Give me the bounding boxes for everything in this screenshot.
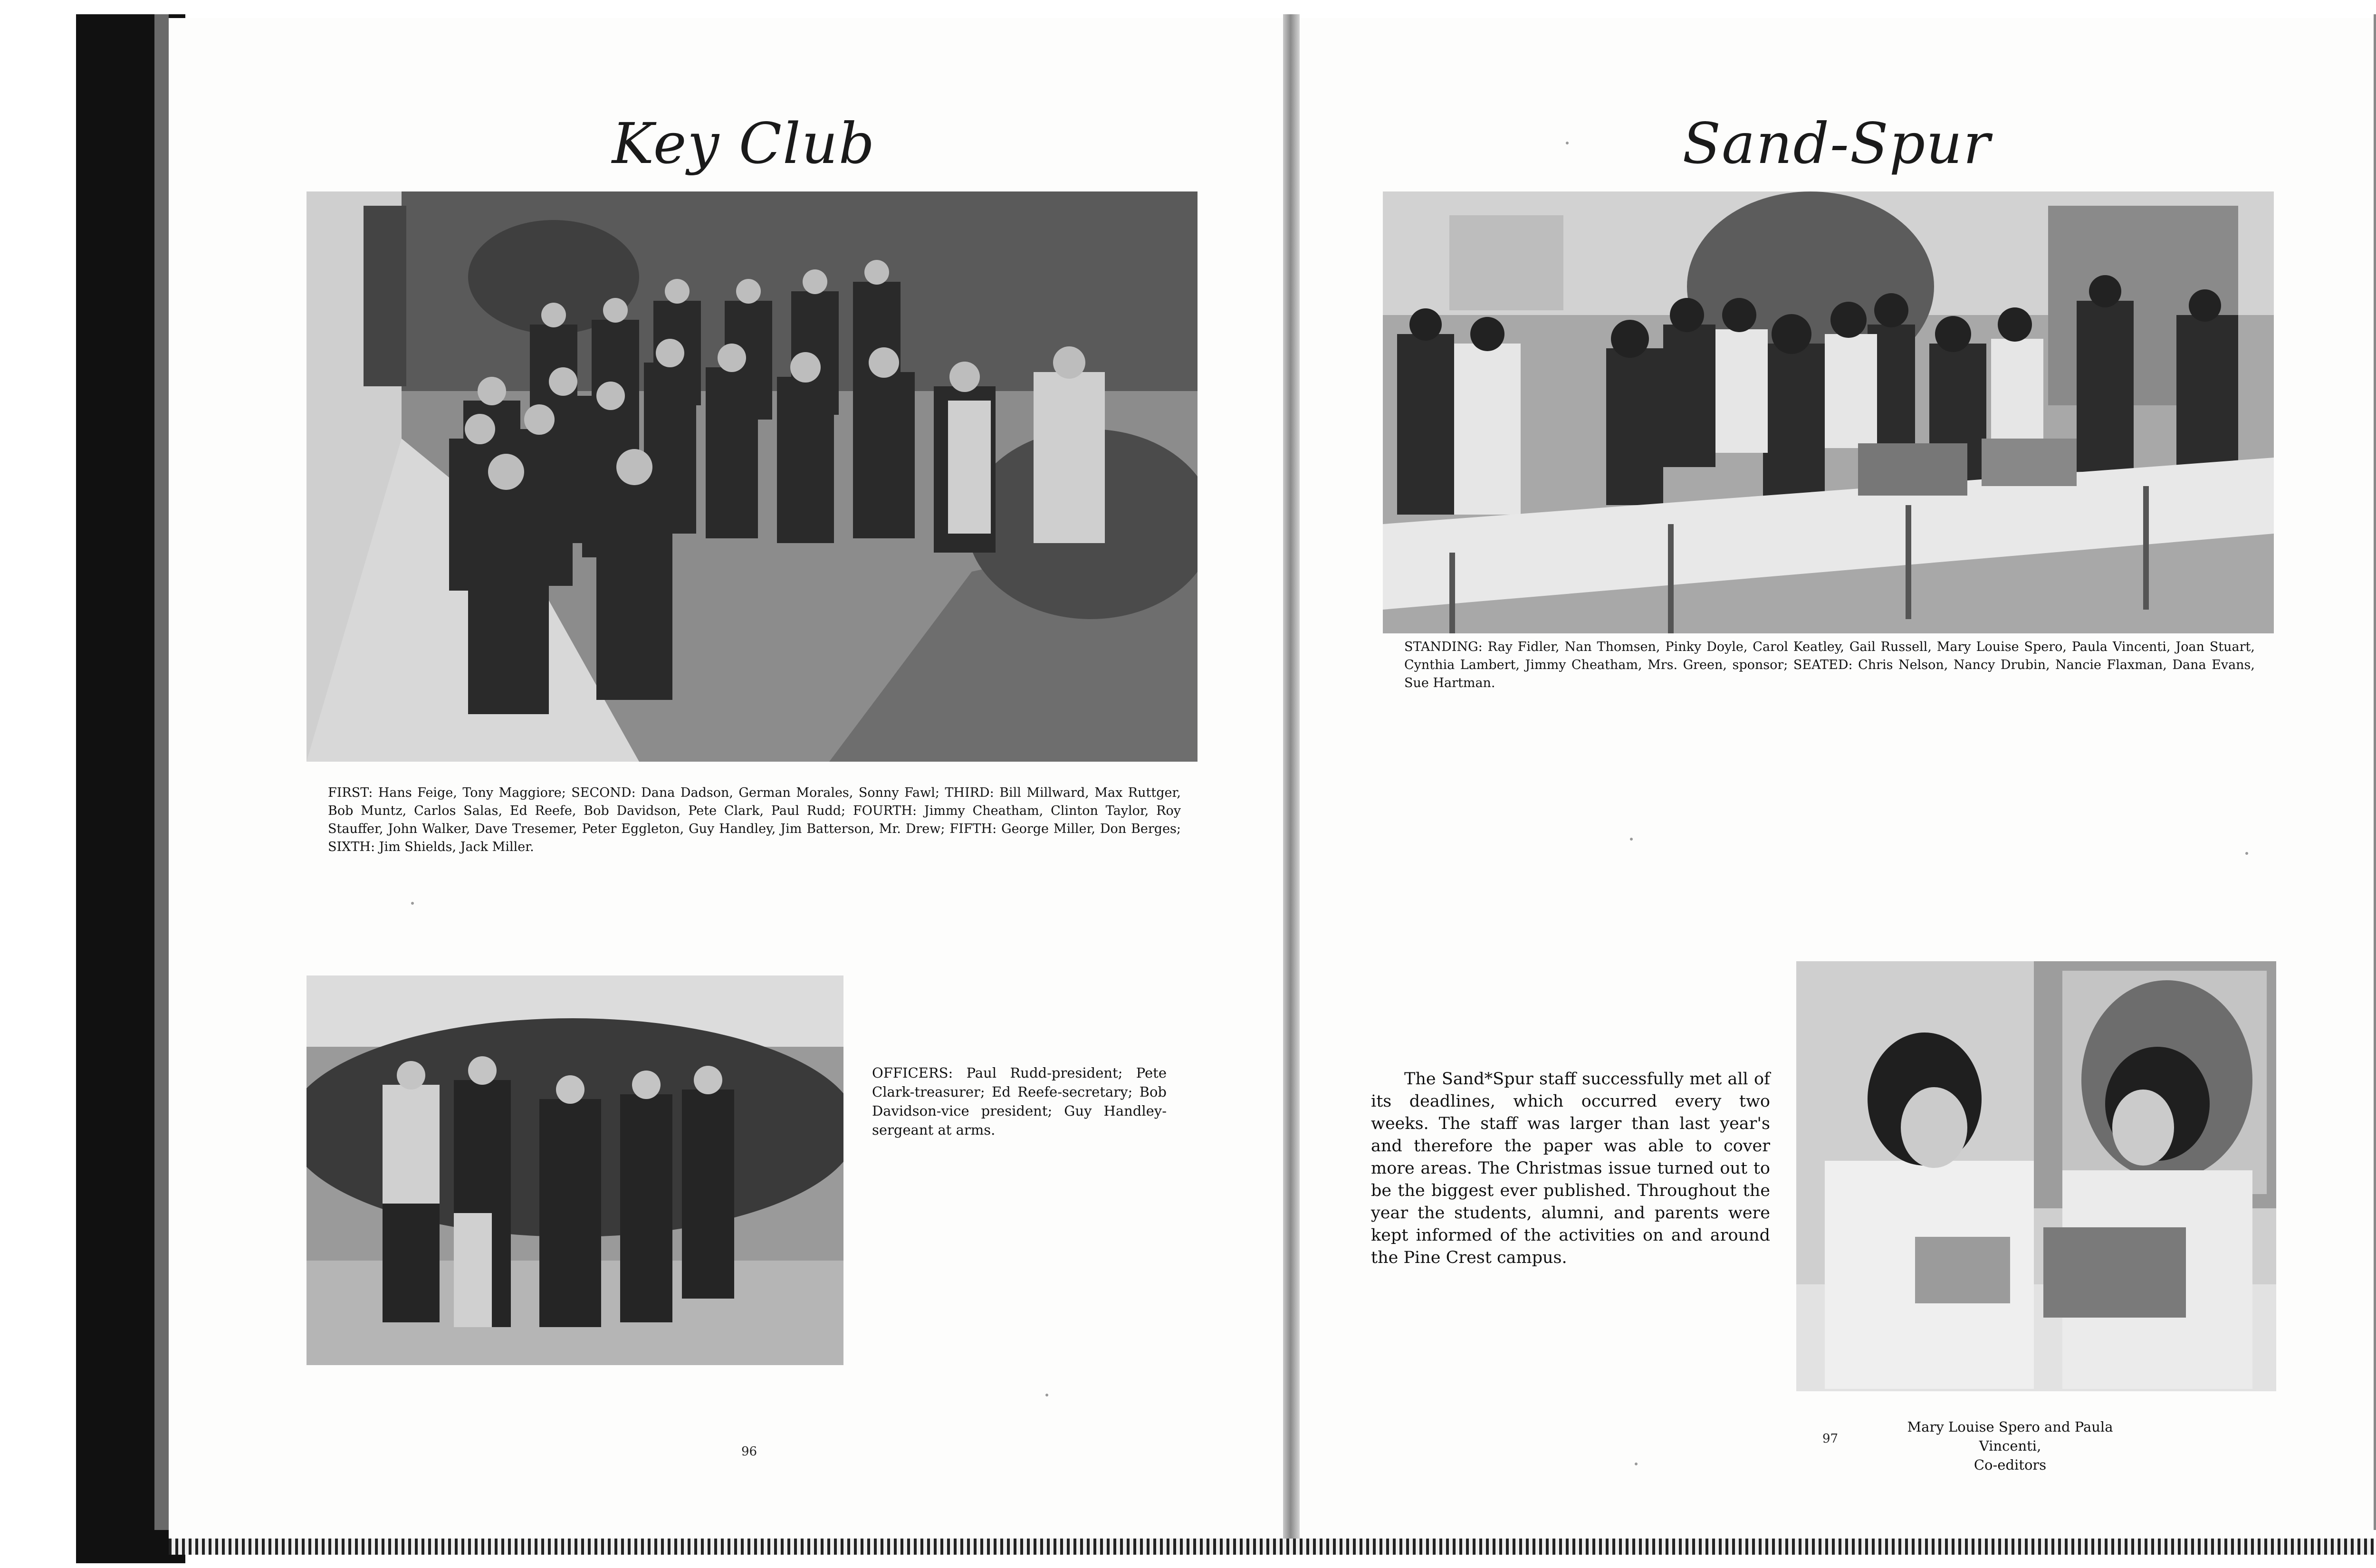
co-editors-names: Mary Louise Spero and Paula Vincenti,	[1907, 1419, 2113, 1454]
paper-speck	[1635, 1463, 1638, 1465]
key-club-group-photo	[307, 191, 1198, 762]
key-club-caption: FIRST: Hans Feige, Tony Maggiore; SECOND: Dana Dadson, German Morales, Sonny Fawl; THIRD: Bill Millward, Max Ruttger, Bob Muntz, Carlos Salas, Ed Reefe, Bob Davidson, Pete Clark, Paul Rudd; FOURTH: Jimmy Cheatham, Clinton Taylor, Roy Stauffer, John Walker, Dave Tresemer, Peter Eggleton, Guy Handley, Jim Batterson, Mr. Drew; FIFTH: George Miller, Don Berges; SIXTH: Jim Shields, Jack Miller.	[328, 785, 1181, 854]
page-title: Key Club	[612, 111, 876, 176]
page-stack-bottom	[169, 1539, 2374, 1555]
officers-photo-icon	[307, 975, 843, 1365]
scan-margin	[0, 0, 76, 1568]
page-gutter	[1283, 14, 1300, 1544]
officers-caption: OFFICERS: Paul Rudd-president; Pete Clark-treasurer; Ed Reefe-secretary; Bob Davidson-vice president; Guy Handley-sergeant at arms.	[872, 1065, 1167, 1138]
staff-photo-icon	[1383, 191, 2274, 633]
left-page	[169, 18, 1283, 1539]
group-photo-icon	[307, 191, 1198, 762]
page-stack-edge	[2374, 14, 2376, 1530]
paper-speck	[2245, 852, 2248, 855]
co-editors-photo-icon	[1796, 961, 2276, 1391]
paper-speck	[1045, 1394, 1048, 1396]
page-number: 97	[1822, 1432, 1839, 1446]
paper-speck	[1630, 838, 1633, 841]
right-page	[1300, 18, 2374, 1539]
page-number: 96	[741, 1444, 757, 1459]
officers-photo	[307, 975, 843, 1365]
page-title: Sand-Spur	[1682, 111, 1991, 176]
paper-speck	[411, 902, 414, 905]
article-body: The Sand*Spur staff successfully met all of its deadlines, which occurred every two weeks. The staff was larger than last year's and therefore the paper was able to cover more areas. The Christmas issue turned out to be the biggest ever published. Throughout the year the students, alumni, and parents were kept informed of the activities on and around the Pine Crest campus.	[1371, 1070, 1770, 1267]
binding-edge	[154, 14, 169, 1530]
paper-speck	[1566, 142, 1569, 144]
sand-spur-staff-photo	[1383, 191, 2274, 633]
co-editors-photo	[1796, 961, 2276, 1391]
co-editors-role: Co-editors	[1974, 1457, 2047, 1473]
co-editors-caption	[1877, 1417, 2143, 1474]
staff-caption: STANDING: Ray Fidler, Nan Thomsen, Pinky Doyle, Carol Keatley, Gail Russell, Mary Louise Spero, Paula Vincenti, Joan Stuart, Cynthia Lambert, Jimmy Cheatham, Mrs. Green, sponsor; SEATED: Chris Nelson, Nancy Drubin, Nancie Flaxman, Dana Evans, Sue Hartman.	[1404, 640, 2255, 690]
